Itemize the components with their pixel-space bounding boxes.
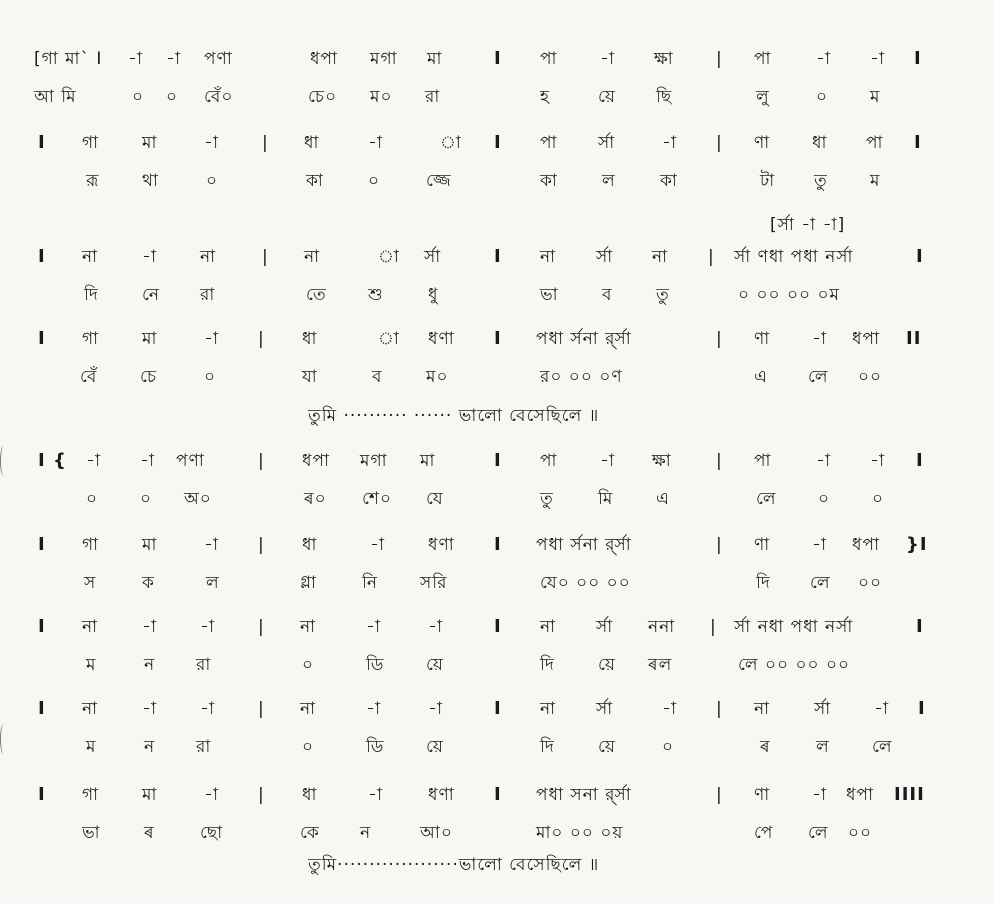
- bar-line: I: [494, 450, 502, 471]
- lyric-cell: নে: [142, 285, 161, 305]
- bar-line: |: [262, 133, 269, 153]
- notation-cell: র্সা: [598, 133, 616, 153]
- lyric-cell: টা: [760, 171, 776, 191]
- lyric-cell: ৰ: [144, 823, 155, 843]
- bar-line: I: [38, 132, 46, 153]
- lyric-cell: ০: [204, 367, 217, 387]
- notation-cell: -া: [870, 451, 885, 471]
- lyric-cell: ০ ০০ ০০ ০ম: [738, 285, 840, 305]
- lyric-cell: ডি: [366, 655, 385, 675]
- lyric-cell: লে: [756, 489, 777, 509]
- notation-cell: -া: [870, 49, 885, 69]
- lyric-line: [0, 280, 994, 310]
- lyric-cell: হ: [540, 87, 550, 107]
- notation-cell: পণা: [176, 451, 205, 471]
- lyric-cell: সরি: [420, 573, 448, 593]
- notation-cell: -া: [204, 133, 219, 153]
- notation-cell: -া: [368, 785, 383, 805]
- notation-cell: -া: [86, 451, 101, 471]
- lyric-cell: শে০: [362, 489, 393, 509]
- notation-cell: া: [378, 247, 400, 267]
- lyric-line: [0, 82, 994, 112]
- lyric-cell: ন: [360, 823, 372, 843]
- bar-line: |: [716, 451, 723, 471]
- bar-line: II: [906, 328, 922, 349]
- lyric-cell: ব: [602, 285, 613, 305]
- notation-cell: -া: [428, 617, 443, 637]
- bar-line: IIII: [894, 784, 925, 805]
- notation-cell: পা: [754, 49, 772, 69]
- lyric-cell: ০: [140, 489, 153, 509]
- notation-cell: -া: [662, 699, 677, 719]
- lyric-cell: রা: [196, 655, 212, 675]
- notation-cell: পা: [866, 133, 884, 153]
- lyric-cell: রূ: [86, 171, 100, 191]
- refrain-line: তুমি···················ভালো বেসেছিলে ॥: [308, 855, 600, 875]
- bar-line: |: [258, 785, 265, 805]
- lyric-cell: য়ে: [598, 655, 616, 675]
- bar-line: I: [916, 246, 924, 267]
- notation-cell: র্সা: [596, 699, 614, 719]
- notation-cell: পা: [754, 451, 772, 471]
- lyric-cell: লু: [756, 87, 770, 107]
- notation-cell: -া: [812, 785, 827, 805]
- lyric-cell: ক: [142, 573, 155, 593]
- notation-cell: গা: [82, 535, 100, 555]
- lyric-cell: রা: [200, 285, 216, 305]
- lyric-cell: ন: [144, 737, 156, 757]
- notation-line: [0, 780, 994, 810]
- notation-cell: মা: [142, 785, 158, 805]
- bar-line: |: [262, 247, 269, 267]
- lyric-cell: ম০: [370, 87, 393, 107]
- notation-cell: -া: [812, 329, 827, 349]
- notation-cell: র্সা: [424, 247, 442, 267]
- notation-cell: র্সা: [596, 247, 614, 267]
- lyric-cell: ০: [816, 87, 829, 107]
- lyric-cell: মি: [598, 489, 614, 509]
- bar-line: I: [494, 784, 502, 805]
- bar-line: |: [716, 49, 723, 69]
- bar-line: |: [258, 329, 265, 349]
- notation-cell: ণা: [754, 535, 771, 555]
- notation-cell: পা: [540, 133, 558, 153]
- lyric-cell: ০: [302, 737, 315, 757]
- lyric-cell: জ্জে: [426, 171, 452, 191]
- lyric-cell: ভা: [540, 285, 559, 305]
- lyric-cell: ৰ০: [304, 489, 327, 509]
- lyric-cell: রা: [425, 87, 441, 107]
- lyric-cell: ছো: [200, 823, 224, 843]
- lyric-cell: র০ ০০ ০ণ: [540, 367, 623, 387]
- notation-cell: পা: [540, 451, 558, 471]
- lyric-cell: এ: [754, 367, 768, 387]
- notation-cell: মা: [142, 535, 158, 555]
- notation-cell: -া: [366, 617, 381, 637]
- lyric-cell: বেঁ: [80, 367, 98, 387]
- notation-cell: পণা: [204, 49, 233, 69]
- lyric-cell: নি: [362, 573, 379, 593]
- lyric-line: [0, 568, 994, 598]
- lyric-cell: ল: [816, 737, 830, 757]
- notation-cell: না: [82, 699, 99, 719]
- notation-cell: না: [300, 617, 317, 637]
- lyric-cell: চে০: [308, 87, 338, 107]
- bar-line: I: [38, 698, 46, 719]
- lyric-cell: বেঁ০: [204, 87, 234, 107]
- bar-line: I: [38, 328, 46, 349]
- lyric-cell: ০: [368, 171, 381, 191]
- bar-line: I: [494, 328, 502, 349]
- lyric-cell: ধু: [428, 285, 439, 305]
- notation-cell: না: [304, 247, 321, 267]
- lyric-line: [0, 166, 994, 196]
- notation-cell: মগা: [360, 451, 388, 471]
- lyric-cell: ০: [206, 171, 219, 191]
- lyric-cell: য়ে: [598, 87, 616, 107]
- notation-cell: ক্ষা: [654, 49, 674, 69]
- notation-cell: ধা: [304, 133, 320, 153]
- lyric-cell: ম: [86, 737, 97, 757]
- bar-line: I: [914, 132, 922, 153]
- bar-line: |: [716, 699, 723, 719]
- notation-cell: মগা: [370, 49, 398, 69]
- lyric-cell: ডি: [366, 737, 385, 757]
- lyric-cell: ০০: [858, 367, 883, 387]
- notation-cell: -া: [812, 535, 827, 555]
- notation-cell: -া: [204, 329, 219, 349]
- lyric-line: [0, 484, 994, 514]
- notation-cell: ধা: [302, 535, 318, 555]
- lyric-cell: য়ে: [426, 737, 444, 757]
- notation-cell: ননা: [648, 617, 676, 637]
- notation-cell: ণা: [754, 785, 771, 805]
- notation-cell: ক্ষা: [652, 451, 672, 471]
- lyric-cell: কা: [660, 171, 678, 191]
- notation-alternate: [0, 210, 994, 240]
- bar-line: |: [258, 535, 265, 555]
- lyric-cell: ব: [372, 367, 383, 387]
- bar-line: I: [494, 132, 502, 153]
- notation-cell: পধা র্সনা র্র্সা: [536, 329, 632, 349]
- lyric-cell: লে ০০ ০০ ০০: [738, 655, 851, 675]
- notation-cell: র্সা ণধা পধা নর্সা: [734, 247, 854, 267]
- notation-cell: পা: [540, 49, 558, 69]
- notation-cell: না: [200, 247, 217, 267]
- lyric-cell: দি: [540, 655, 555, 675]
- notation-cell: -া: [142, 699, 157, 719]
- bar-line: I: [916, 616, 924, 637]
- notation-line: [0, 324, 994, 354]
- lyric-cell: রা: [196, 737, 212, 757]
- bar-line: I: [38, 784, 46, 805]
- notation-cell: ধণা: [428, 785, 455, 805]
- lyric-cell: দি: [756, 573, 771, 593]
- notation-cell: পধা সনা র্র্সা: [536, 785, 632, 805]
- notation-cell: গা: [82, 785, 100, 805]
- bar-line: I: [918, 698, 926, 719]
- bar-line: |: [716, 785, 723, 805]
- lyric-line: [0, 362, 994, 392]
- notation-cell: ধপা: [852, 535, 880, 555]
- lyric-cell: থা: [142, 171, 159, 191]
- notation-cell: মা: [427, 49, 443, 69]
- lyric-cell: তু: [656, 285, 670, 305]
- lyric-cell: ৰল: [648, 655, 673, 675]
- notation-cell: [গা মা` I: [34, 49, 103, 69]
- lyric-cell: তে: [306, 285, 327, 305]
- notation-cell: না: [540, 699, 557, 719]
- notation-cell: -া: [662, 133, 677, 153]
- lyric-cell: যা: [302, 367, 318, 387]
- bar-line: I {: [38, 450, 67, 471]
- lyric-cell: লে: [808, 823, 829, 843]
- notation-cell: -া: [366, 699, 381, 719]
- notation-cell: ধপা: [302, 451, 330, 471]
- lyric-cell: ০: [86, 489, 99, 509]
- bar-line: I: [494, 48, 502, 69]
- notation-cell: না: [540, 617, 557, 637]
- alternate-bracket: [র্সা -া -া]: [770, 215, 846, 235]
- bar-line: I: [916, 450, 924, 471]
- lyric-line: [0, 818, 994, 848]
- lyric-cell: ছি: [656, 87, 673, 107]
- notation-cell: না: [652, 247, 669, 267]
- notation-cell: র্সা নধা পধা নর্সা: [734, 617, 854, 637]
- notation-cell: গা: [82, 329, 100, 349]
- bar-line: |: [258, 617, 265, 637]
- notation-cell: ধা: [812, 133, 828, 153]
- lyric-cell: পে: [754, 823, 774, 843]
- bar-line: I: [914, 48, 922, 69]
- notation-cell: মা: [142, 133, 158, 153]
- lyric-cell: ৰ: [760, 737, 771, 757]
- notation-cell: মা: [142, 329, 158, 349]
- notation-cell: া: [378, 329, 400, 349]
- notation-cell: া: [440, 133, 462, 153]
- notation-cell: ধা: [302, 785, 318, 805]
- lyric-cell: তু: [814, 171, 828, 191]
- lyric-cell: ভা: [82, 823, 101, 843]
- notation-cell: -া: [370, 535, 385, 555]
- notation-cell: -া: [874, 699, 889, 719]
- notation-cell: -া: [200, 617, 215, 637]
- notation-cell: র্সা: [596, 617, 614, 637]
- notation-cell: গা: [82, 133, 100, 153]
- lyric-cell: লে: [872, 737, 893, 757]
- lyric-cell: ন: [144, 655, 156, 675]
- lyric-cell: আ০: [420, 823, 453, 843]
- lyric-cell: ০০: [858, 573, 883, 593]
- lyric-cell: ০০: [848, 823, 873, 843]
- bar-line: |: [708, 247, 715, 267]
- lyric-cell: ০: [166, 87, 179, 107]
- notation-line: [0, 612, 994, 642]
- notation-cell: -া: [600, 49, 615, 69]
- bar-line: I: [494, 246, 502, 267]
- notation-cell: ণা: [754, 329, 771, 349]
- lyric-cell: আ মি: [34, 87, 77, 107]
- notation-cell: পধা র্সনা র্র্সা: [536, 535, 632, 555]
- bar-line: I: [494, 698, 502, 719]
- notation-cell: -া: [816, 49, 831, 69]
- lyric-cell: ম: [86, 655, 97, 675]
- lyric-cell: ম: [870, 87, 881, 107]
- notation-cell: ধণা: [428, 329, 455, 349]
- notation-cell: -া: [368, 133, 383, 153]
- bar-line: I: [38, 246, 46, 267]
- lyric-cell: কা: [306, 171, 324, 191]
- lyric-cell: লে: [808, 367, 829, 387]
- notation-cell: -া: [204, 535, 219, 555]
- notation-cell: -া: [142, 617, 157, 637]
- lyric-cell: এ: [656, 489, 670, 509]
- bar-line: |: [716, 133, 723, 153]
- lyric-cell: স: [84, 573, 97, 593]
- notation-cell: -া: [200, 699, 215, 719]
- bar-line: }I: [906, 534, 928, 555]
- lyric-line: [0, 650, 994, 680]
- notation-cell: -া: [600, 451, 615, 471]
- notation-cell: -া: [128, 49, 143, 69]
- bar-line: I: [38, 616, 46, 637]
- notation-cell: না: [300, 699, 317, 719]
- lyric-cell: তু: [540, 489, 554, 509]
- notation-cell: -া: [816, 451, 831, 471]
- notation-cell: -া: [166, 49, 181, 69]
- bar-line: |: [716, 329, 723, 349]
- bar-line: |: [716, 535, 723, 555]
- notation-cell: না: [82, 617, 99, 637]
- lyric-cell: ০: [302, 655, 315, 675]
- notation-line: [0, 694, 994, 724]
- bar-line: |: [258, 699, 265, 719]
- bar-line: I: [494, 534, 502, 555]
- lyric-cell: ম: [870, 171, 881, 191]
- lyric-cell: য়ে: [426, 655, 444, 675]
- lyric-cell: শু: [368, 285, 384, 305]
- lyric-cell: ল: [602, 171, 616, 191]
- notation-cell: না: [82, 247, 99, 267]
- notation-line: [0, 44, 994, 74]
- notation-line: [0, 242, 994, 272]
- notation-cell: -া: [428, 699, 443, 719]
- notation-line: [0, 530, 994, 560]
- lyric-cell: দি: [84, 285, 99, 305]
- notation-line: [0, 128, 994, 158]
- notation-cell: না: [540, 247, 557, 267]
- lyric-cell: চে: [140, 367, 158, 387]
- refrain-line: তুমি ·········· ······ ভালো বেসেছিলে ॥: [308, 406, 600, 426]
- notation-cell: না: [754, 699, 771, 719]
- bar-line: |: [710, 617, 717, 637]
- notation-line: [0, 446, 994, 476]
- notation-cell: ণা: [754, 133, 771, 153]
- notation-cell: ধা: [302, 329, 318, 349]
- lyric-cell: অ০: [184, 489, 212, 509]
- lyric-line: [0, 732, 994, 762]
- lyric-cell: কে: [300, 823, 320, 843]
- lyric-cell: য়ে: [598, 737, 616, 757]
- notation-cell: -া: [142, 247, 157, 267]
- bar-line: I: [38, 534, 46, 555]
- lyric-cell: লে: [810, 573, 831, 593]
- lyric-cell: ০: [662, 737, 675, 757]
- notation-cell: ধপা: [852, 329, 880, 349]
- lyric-cell: গ্লা: [300, 573, 317, 593]
- lyric-cell: মা০ ০০ ০য়: [536, 823, 624, 843]
- lyric-cell: ০: [132, 87, 145, 107]
- lyric-cell: ০: [818, 489, 831, 509]
- lyric-cell: কা: [540, 171, 558, 191]
- lyric-cell: যে: [426, 489, 444, 509]
- lyric-cell: দি: [540, 737, 555, 757]
- notation-cell: -া: [204, 785, 219, 805]
- notation-cell: ধপা: [310, 49, 338, 69]
- bar-line: |: [258, 451, 265, 471]
- notation-cell: -া: [140, 451, 155, 471]
- notation-cell: ধণা: [428, 535, 455, 555]
- notation-cell: মা: [420, 451, 436, 471]
- lyric-cell: ০: [872, 489, 885, 509]
- lyric-cell: ম০: [426, 367, 449, 387]
- bar-line: I: [494, 616, 502, 637]
- lyric-cell: যে০ ০০ ০০: [540, 573, 631, 593]
- notation-cell: ধপা: [846, 785, 874, 805]
- notation-cell: র্সা: [814, 699, 832, 719]
- lyric-cell: ল: [206, 573, 220, 593]
